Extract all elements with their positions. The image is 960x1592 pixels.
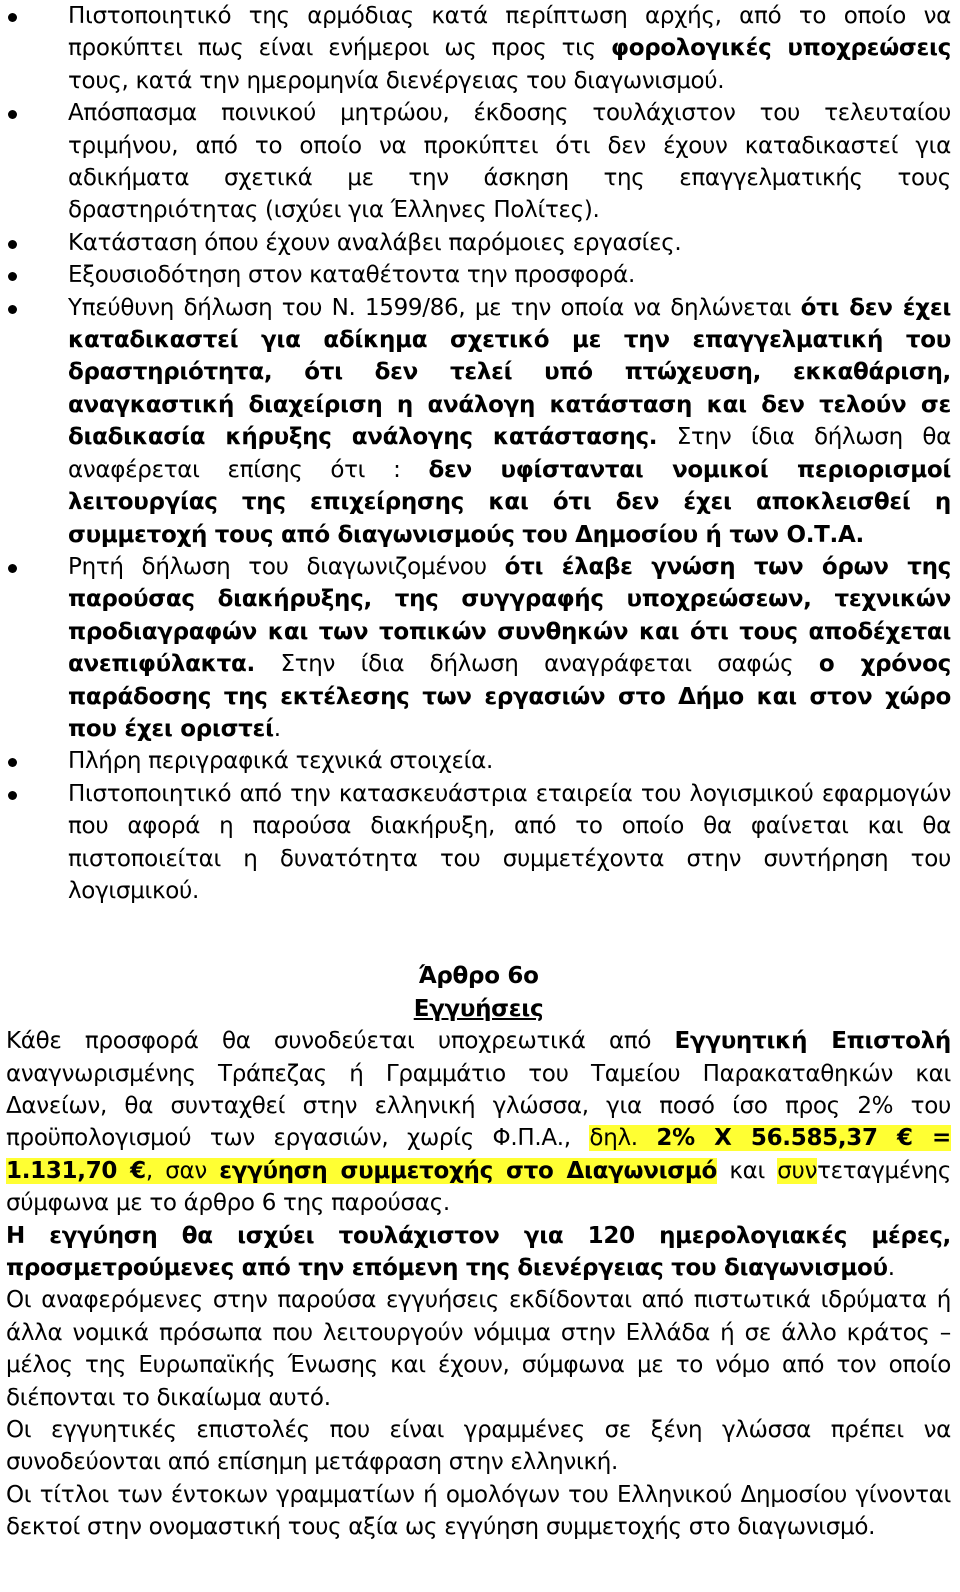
text-run: Οι αναφερόμενες στην παρούσα εγγυήσεις εκδίδονται από πιστωτικά ιδρύματα ή άλλα νομικά πρόσωπα που λειτουργούν νόμιμα στην Ελλάδα ή σε άλλο κράτος – μέλος της Ευρωπαϊκής Ένωσης και έχουν, σύμφωνα με το νόμο από τον οποίο διέπονται το δικαίωμα αυτό. [6,1287,951,1411]
bullet-text [68,295,951,548]
validity-paragraph [6,1220,951,1285]
list-item [6,551,951,745]
issuers-paragraph [6,1284,951,1414]
bullet-icon [8,758,17,767]
text-run: Στην ίδια δήλωση θα αναφέρεται επίσης ότι : [68,424,951,483]
guarantee-paragraph [6,1025,951,1219]
text-run: Κατάσταση όπου έχουν αναλάβει παρόμοιες εργασίες. [68,229,682,256]
text-run: Πλήρη περιγραφικά τεχνικά στοιχεία. [68,748,493,775]
section-spacer [6,907,951,960]
bold-text: ότι δεν έχει καταδικαστεί για αδίκημα σχετικό με την επαγγελματική του δραστηριότητα, ότι δεν τελεί υπό πτώχευση, εκκαθάριση, αναγκαστική διαχείριση η ανάλογη κατάσταση και δεν τελούν σε διαδικασία κήρυξης ανάλογης κατάστασης. [68,294,951,451]
text-run: Κάθε προσφορά θα συνοδεύεται υποχρεωτικά από [6,1028,675,1055]
article-subheading: Εγγυήσεις [413,995,544,1022]
list-item [6,0,951,97]
text-run: τους, κατά την ημερομηνία διενέργειας του διαγωνισμού. [68,67,725,94]
bullet-icon [8,240,17,249]
bullet-icon [8,791,17,800]
text-run: . [887,1255,895,1282]
text-run: Υπεύθυνη δήλωση του Ν. 1599/86, με την οποία να δηλώνεται [68,294,801,321]
bullet-text [68,3,951,94]
bold-text: φορολογικές υποχρεώσεις [611,35,951,62]
bullet-text [68,781,951,904]
bullet-icon [8,305,17,314]
text-run: και [716,1157,778,1184]
bullet-icon [8,272,17,281]
bonds-paragraph [6,1479,951,1544]
list-item [6,778,951,908]
text-run: τεταγμένης σύμφωνα με το άρθρο 6 της παρούσας. [6,1157,952,1217]
bullet-text [68,100,951,223]
list-item [6,97,951,227]
bullet-text [68,748,493,774]
list-item [6,292,951,551]
bold-text: δεν υφίστανται νομικοί περιορισμοί λειτουργίας της επιχείρησης και ότι δεν έχει αποκλεισθεί η συμμετοχή τους από διαγωνισμούς του Δημοσίου ή των Ο.Τ.Α. [68,456,951,548]
text-run: Οι εγγυητικές επιστολές που είναι γραμμένες σε ξένη γλώσσα πρέπει να συνοδεύονται από επίσημη μετάφραση στην ελληνική. [6,1417,951,1476]
text-run: Πιστοποιητικό της αρμόδιας κατά περίπτωση αρχής, από το οποίο να προκύπτει πως είναι ενήμεροι ως προς τις [68,3,951,62]
text-run: Εξουσιοδότηση στον καταθέτοντα την προσφορά. [68,262,635,289]
required-documents-list [6,0,951,907]
highlighted-text: εγγύηση συμμετοχής στο Διαγωνισμό [219,1157,717,1184]
list-item [6,259,951,291]
translation-paragraph [6,1414,951,1479]
highlighted-text: , σαν [145,1157,220,1184]
list-item [6,227,951,259]
bold-text: ο χρόνος παράδοσης της εκτέλεσης των εργασιών στο Δήμο και στον χώρο που έχει οριστεί [68,651,951,742]
list-item [6,745,951,777]
bullet-icon [8,564,17,573]
bold-text: Εγγυητική Επιστολή [674,1028,951,1055]
bullet-text [68,262,635,288]
bold-text: Η εγγύηση θα ισχύει τουλάχιστον για 120 ημερολογιακές μέρες, προσμετρούμενες από την επόμενη της διενέργειας του διαγωνισμού [6,1222,951,1282]
bullet-text [68,230,681,256]
document-content [6,0,951,1544]
text-run: Οι τίτλοι των έντοκων γραμματίων ή ομολόγων του Ελληνικού Δημοσίου γίνονται δεκτοί στην ονομαστική τους αξία ως εγγύηση συμμετοχής στο διαγωνισμό. [6,1481,951,1541]
bullet-text [68,554,951,742]
text-run: . [273,715,281,742]
bullet-icon [8,110,17,119]
text-run: Στην ίδια δήλωση αναγράφεται σαφώς [254,651,819,678]
text-run: αναγνωρισμένης Τράπεζας ή Γραμμάτιο του Ταμείου Παρακαταθηκών και Δανείων, θα συνταχθεί στην ελληνική γλώσσα, για ποσό ίσο προς 2% του προϋπολογισμού των εργασιών, χωρίς Φ.Π.Α., [6,1060,951,1152]
article-heading: Άρθρο 6ο [418,963,539,990]
bold-text: ότι έλαβε γνώση των όρων της παρούσας διακήρυξης, της συγγραφής υποχρεώσεων, τεχνικών προδιαγραφών και των τοπικών συνθηκών και ότι τους αποδέχεται ανεπιφύλακτα. [68,553,951,678]
highlighted-text: συν [777,1157,818,1184]
highlighted-text: δηλ. [589,1125,657,1152]
text-run: Ρητή δήλωση του διαγωνιζομένου [68,553,505,580]
bullet-icon [8,13,17,22]
highlighted-text: 2% Χ 56.585,37 € = 1.131,70 € [6,1125,951,1184]
text-run: Απόσπασμα ποινικού μητρώου, έκδοσης τουλάχιστον του τελευταίου τριμήνου, από το οποίο να προκύπτει ότι δεν έχουν καταδικαστεί για αδικήματα σχετικά με την άσκηση της επαγγελματικής τους δραστηριότητας (ισχύει για Έλληνες Πολίτες). [68,100,951,224]
text-run: Πιστοποιητικό από την κατασκευάστρια εταιρεία του λογισμικού εφαρμογών που αφορά η παρούσα διακήρυξη, από το οποίο θα φαίνεται και θα πιστοποιείται η δυνατότητα του συμμετέχοντα στην συντήρηση του λογισμικού. [68,780,951,904]
